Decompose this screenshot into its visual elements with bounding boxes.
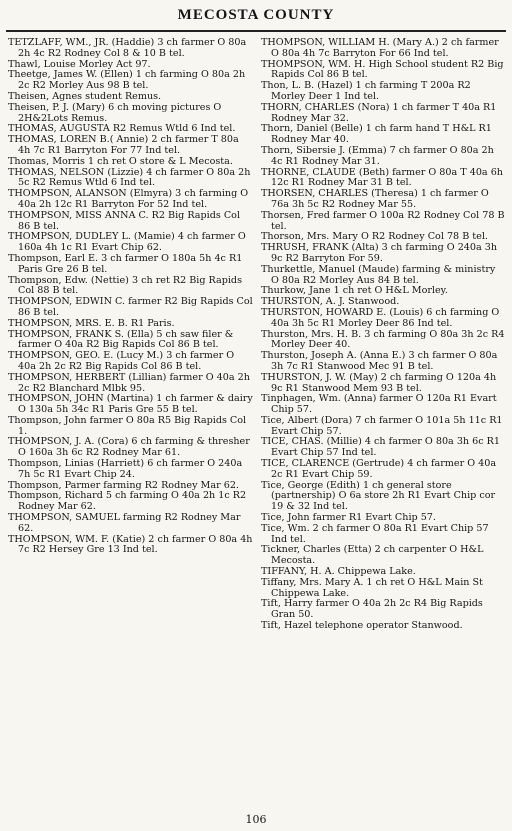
directory-entry: Tice, Wm. 2 ch farmer O 80a R1 Evart Chip 57 Ind tel.	[261, 522, 489, 545]
directory-entry: THOMPSON, JOHN (Martina) 1 ch farmer & dairy O 130a 5h 34c R1 Paris Gre 55 B tel.	[8, 393, 253, 416]
directory-entry: Thorson, Mrs. Mary O R2 Rodney Col 78 B tel.	[261, 231, 488, 243]
directory-entry: Thon, L. B. (Hazel) 1 ch farming T 200a R2 Morley Deer 1 Ind tel.	[261, 80, 471, 102]
directory-entry: Thompson, John farmer O 80a R5 Big Rapids Col 1.	[8, 414, 247, 437]
page-title: MECOSTA COUNTY	[177, 7, 335, 23]
directory-entry: THOMPSON, DUDLEY L. (Mamie) 4 ch farmer O 160a 4h 1c R1 Evart Chip 62.	[8, 231, 246, 254]
directory-entry: Thompson, Earl E. 3 ch farmer O 180a 5h 4c R1 Paris Gre 26 B tel.	[8, 252, 243, 275]
directory-entry: THORNE, CLAUDE (Beth) farmer O 80a T 40a 6h 12c R1 Rodney Mar 31 B tel.	[261, 166, 503, 189]
directory-entry: THOMPSON, ALANSON (Elmyra) 3 ch farming O 40a 2h 12c R1 Barryton For 52 Ind tel.	[8, 188, 249, 210]
directory-entry: Thawl, Louise Morley Act 97.	[8, 58, 151, 70]
directory-entry: Tinphagen, Wm. (Anna) farmer O 120a R1 Evart Chip 57.	[261, 393, 497, 416]
directory-entry: THORSEN, CHARLES (Theresa) 1 ch farmer O 76a 3h 5c R2 Rodney Mar 55.	[261, 188, 489, 210]
directory-entry: Thomas, Morris 1 ch ret O store & L Mecosta.	[8, 155, 233, 167]
directory-entry: TICE, CLARENCE (Gertrude) 4 ch farmer O 40a 2c R1 Evart Chip 59.	[261, 458, 497, 480]
directory-entry: Thompson, Parmer farming R2 Rodney Mar 62.	[8, 479, 239, 491]
directory-entry: Thorn, Daniel (Belle) 1 ch farm hand T H&L R1 Rodney Mar 40.	[261, 123, 492, 146]
directory-entry: Thompson, Linias (Harriett) 6 ch farmer O 240a 7h 5c R1 Evart Chip 24.	[8, 458, 243, 480]
left-column	[8, 38, 253, 556]
directory-entry: THOMPSON, J. A. (Cora) 6 ch farming & thresher O 160a 3h 6c R2 Rodney Mar 61.	[8, 436, 250, 459]
directory-entry: Tice, George (Edith) 1 ch general store (partnership) O 6a store 2h R1 Evart Chip cor 19 & 32 Ind tel.	[261, 479, 496, 513]
page-header	[6, 4, 506, 32]
directory-entry: Tift, Hazel telephone operator Stanwood.	[261, 620, 463, 632]
directory-entry: THURSTON, J. W. (May) 2 ch farming O 120a 4h 9c R1 Stanwood Mem 93 B tel.	[261, 371, 497, 394]
directory-entry: THOMPSON, MISS ANNA C. R2 Big Rapids Col 86 B tel.	[8, 209, 241, 232]
directory-entry: THURSTON, HOWARD E. (Louis) 6 ch farming O 40a 3h 5c R1 Morley Deer 86 Ind tel.	[261, 306, 500, 329]
directory-entry: THOMPSON, MRS. E. B. R1 Paris.	[8, 317, 175, 329]
directory-entry: Thurkettle, Manuel (Maude) farming & ministry O 80a R2 Morley Aus 84 B tel.	[261, 263, 496, 286]
directory-entry: THOMPSON, WILLIAM H. (Mary A.) 2 ch farmer O 80a 4h 7c Barryton For 66 Ind tel.	[261, 37, 499, 59]
directory-entry: THOMPSON, SAMUEL farming R2 Rodney Mar 62.	[8, 512, 241, 534]
directory-entry: THORN, CHARLES (Nora) 1 ch farmer T 40a R1 Rodney Mar 32.	[261, 101, 497, 124]
directory-entry: THRUSH, FRANK (Alta) 3 ch farming O 240a 3h 9c R2 Barryton For 59.	[261, 242, 498, 264]
directory-entry: Thorsen, Fred farmer O 100a R2 Rodney Col 78 B tel.	[261, 209, 505, 232]
page-number: 106	[245, 813, 267, 826]
directory-entry: Tift, Harry farmer O 40a 2h 2c R4 Big Rapids Gran 50.	[261, 598, 483, 621]
directory-entry: Tice, John farmer R1 Evart Chip 57.	[261, 512, 436, 524]
directory-entry: THOMPSON, WM. F. (Katie) 2 ch farmer O 80a 4h 7c R2 Hersey Gre 13 Ind tel.	[8, 533, 253, 556]
directory-entry: THOMPSON, GEO. E. (Lucy M.) 3 ch farmer O 40a 2h 2c R2 Big Rapids Col 86 B tel.	[8, 350, 235, 372]
directory-entry: THOMAS, NELSON (Lizzie) 4 ch farmer O 80a 2h 5c R2 Remus Wtld 6 Ind tel.	[8, 166, 251, 189]
directory-entry: Theisen, P. J. (Mary) 6 ch moving pictures O 2H&2Lots Remus.	[8, 101, 222, 124]
directory-entry: THURSTON, A. J. Stanwood.	[261, 296, 400, 308]
directory-entry: Thompson, Richard 5 ch farming O 40a 2h 1c R2 Rodney Mar 62.	[8, 490, 247, 513]
directory-entry: Thompson, Edw. (Nettie) 3 ch ret R2 Big Rapids Col 88 B tel.	[8, 274, 242, 297]
directory-entry: Thurkow, Jane 1 ch ret O H&L Morley.	[261, 285, 448, 297]
directory-entry: THOMAS, AUGUSTA R2 Remus Wtld 6 Ind tel.	[8, 123, 236, 135]
directory-entry: Theetge, James W. (Ellen) 1 ch farming O 80a 2h 2c R2 Morley Aus 98 B tel.	[8, 69, 246, 92]
directory-entry: THOMPSON, WM. H. High School student R2 Big Rapids Col 86 B tel.	[261, 58, 504, 81]
directory-entry: TETZLAFF, WM., JR. (Haddie) 3 ch farmer O 80a 2h 4c R2 Rodney Col 8 & 10 B tel.	[8, 37, 247, 59]
directory-entry: Theisen, Agnes student Remus.	[8, 90, 162, 102]
directory-entry: THOMPSON, HERBERT (Lillian) farmer O 40a 2h 2c R2 Blanchard Mlbk 95.	[8, 371, 250, 394]
directory-columns	[8, 38, 506, 808]
directory-entry: Thurston, Mrs. H. B. 3 ch farming O 80a 3h 2c R4 Morley Deer 40.	[261, 328, 505, 351]
directory-entry: THOMPSON, FRANK S. (Ella) 5 ch saw filer & farmer O 40a R2 Big Rapids Col 86 B tel.	[8, 328, 234, 351]
directory-entry: THOMAS, LOREN B.( Annie) 2 ch farmer T 80a 4h 7c R1 Barryton For 77 Ind tel.	[8, 134, 239, 156]
directory-entry: TICE, CHAS. (Millie) 4 ch farmer O 80a 3h 6c R1 Evart Chip 57 Ind tel.	[261, 436, 501, 459]
right-column	[261, 38, 506, 632]
directory-entry: Tice, Albert (Dora) 7 ch farmer O 101a 5h 11c R1 Evart Chip 57.	[261, 414, 503, 437]
directory-entry: THOMPSON, EDWIN C. farmer R2 Big Rapids Col 86 B tel.	[8, 296, 253, 318]
directory-entry: TIFFANY, H. A. Chippewa Lake.	[261, 566, 416, 578]
directory-entry: Tickner, Charles (Etta) 2 ch carpenter O H&L Mecosta.	[261, 544, 484, 567]
directory-entry: Thorn, Sibersie J. (Emma) 7 ch farmer O 80a 2h 4c R1 Rodney Mar 31.	[261, 144, 494, 167]
directory-entry: Thurston, Joseph A. (Anna E.) 3 ch farmer O 80a 3h 7c R1 Stanwood Mec 91 B tel.	[261, 350, 498, 372]
directory-entry: Tiffany, Mrs. Mary A. 1 ch ret O H&L Main St Chippewa Lake.	[261, 576, 483, 599]
